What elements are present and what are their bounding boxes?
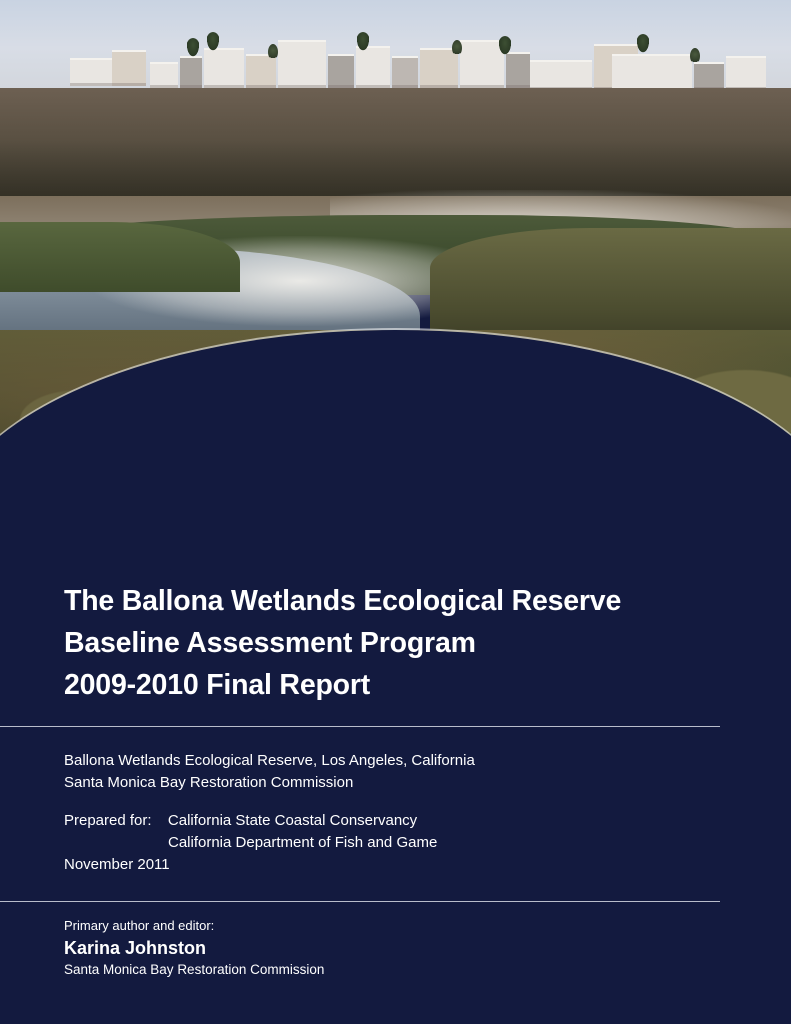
location-line: Ballona Wetlands Ecological Reserve, Los Angeles, California	[64, 752, 475, 769]
prepared-for-label: Prepared for:	[64, 812, 152, 829]
hilltop-buildings	[0, 18, 791, 98]
prepared-for-agency-2: California Department of Fish and Game	[168, 834, 438, 851]
report-title	[64, 580, 744, 706]
organization-line: Santa Monica Bay Restoration Commission	[64, 774, 354, 791]
prepared-for-agency-1: California State Coastal Conservancy	[167, 812, 418, 829]
report-title-line-2: Baseline Assessment Program	[64, 627, 476, 659]
author-organization: Santa Monica Bay Restoration Commission	[64, 962, 325, 977]
divider-bottom	[0, 901, 720, 902]
author-role-label: Primary author and editor:	[64, 918, 215, 933]
report-metadata	[64, 750, 475, 876]
prepared-for-line	[64, 810, 475, 832]
cover-text-block	[0, 540, 791, 1024]
divider-top	[0, 726, 720, 727]
metadata-spacer	[64, 794, 475, 810]
author-block	[64, 916, 324, 980]
publication-date: November 2011	[64, 856, 170, 873]
report-title-line-1: The Ballona Wetlands Ecological Reserve	[64, 585, 622, 617]
author-name: Karina Johnston	[64, 938, 207, 958]
report-title-line-3: 2009-2010 Final Report	[64, 669, 371, 701]
